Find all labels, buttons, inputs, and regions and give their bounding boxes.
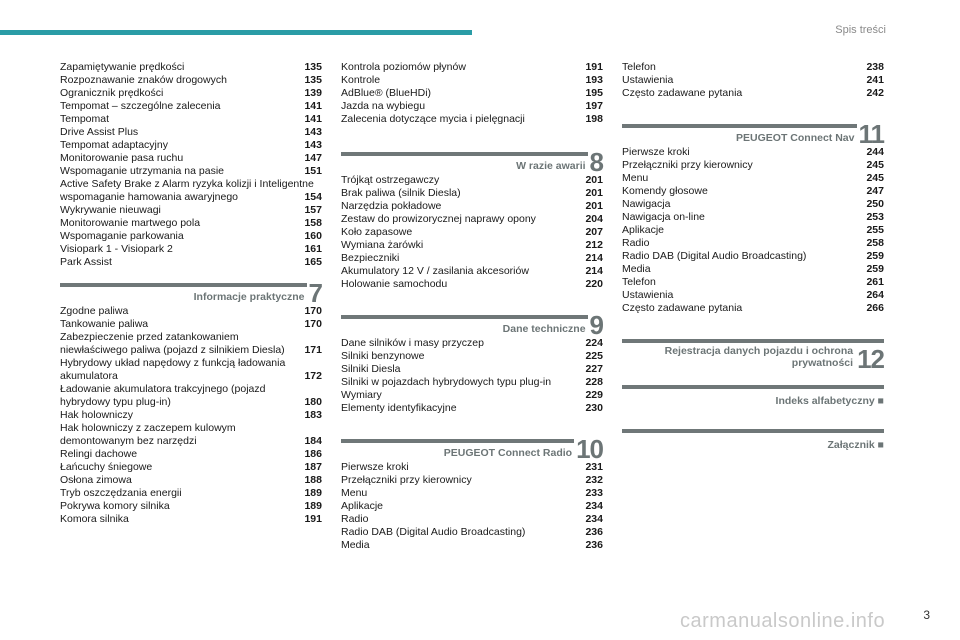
toc-entry[interactable] [60, 331, 322, 344]
toc-entry[interactable] [622, 250, 884, 263]
toc-entry[interactable] [341, 539, 603, 552]
toc-entry[interactable] [622, 263, 884, 276]
toc-entry-page: 250 [866, 198, 884, 210]
toc-entry-page: 264 [866, 289, 884, 301]
toc-entry-page: 170 [304, 305, 322, 317]
toc-entry-page: 143 [304, 139, 322, 151]
toc-entry[interactable] [622, 185, 884, 198]
toc-entry[interactable] [60, 357, 322, 370]
toc-entry-page: 244 [866, 146, 884, 158]
toc-entry[interactable] [341, 87, 603, 100]
toc-entry-label: Ustawienia [622, 74, 674, 86]
toc-entry[interactable] [60, 396, 322, 409]
toc-entry-label: Koło zapasowe [341, 226, 413, 238]
toc-entry-page: 143 [304, 126, 322, 138]
toc-entry-page: 184 [304, 435, 322, 447]
toc-entry-label: wspomaganie hamowania awaryjnego [60, 191, 239, 203]
toc-entry[interactable] [60, 152, 322, 165]
toc-entry-page: 139 [304, 87, 322, 99]
toc-entry-label: Radio [341, 513, 369, 525]
toc-entry-label: Kontrola poziomów płynów [341, 61, 466, 73]
toc-entry-page: 165 [304, 256, 322, 268]
toc-entry-page: 198 [585, 113, 603, 125]
toc-entry[interactable] [60, 139, 322, 152]
toc-entry[interactable] [60, 230, 322, 243]
toc-entry-page: 151 [304, 165, 322, 177]
toc-entry-page: 233 [585, 487, 603, 499]
toc-entry-page: 186 [304, 448, 322, 460]
toc-entry[interactable] [341, 239, 603, 252]
toc-entry-label: Przełączniki przy kierownicy [622, 159, 753, 171]
toc-entry[interactable] [341, 350, 603, 363]
toc-entry[interactable] [60, 165, 322, 178]
toc-entry-page: 255 [866, 224, 884, 236]
toc-entry[interactable] [60, 126, 322, 139]
toc-entry-label: Zabezpieczenie przed zatankowaniem [60, 331, 239, 343]
toc-entry-label: hybrydowy typu plug-in) [60, 396, 171, 408]
toc-entry-page: 197 [585, 100, 603, 112]
section-title: Informacje praktyczne [193, 291, 305, 303]
section-header-12 [622, 333, 884, 374]
toc-entry-label: Zapamiętywanie prędkości [60, 61, 185, 73]
toc-entry-page: 253 [866, 211, 884, 223]
toc-entry-label: Monitorowanie martwego pola [60, 217, 201, 229]
toc-entry[interactable] [622, 224, 884, 237]
toc-entry[interactable] [341, 487, 603, 500]
toc-entry-page: 171 [304, 344, 322, 356]
section-title: W razie awarii [516, 160, 586, 172]
toc-list [341, 461, 603, 552]
toc-entry-page: 234 [585, 500, 603, 512]
toc-entry-page: 189 [304, 487, 322, 499]
toc-entry-page: 229 [585, 389, 603, 401]
toc-entry[interactable] [60, 217, 322, 230]
toc-entry-page: 266 [866, 302, 884, 314]
toc-entry[interactable] [622, 211, 884, 224]
section-header-11 [622, 118, 884, 149]
toc-entry-label: Silniki Diesla [341, 363, 401, 375]
toc-entry[interactable] [60, 191, 322, 204]
toc-entry-label: Często zadawane pytania [622, 87, 743, 99]
section-number: 12 [857, 344, 884, 374]
toc-column-2 [341, 61, 603, 552]
toc-entry-page: 242 [866, 87, 884, 99]
index-link[interactable]: Indeks alfabetyczny ■ [775, 395, 884, 407]
toc-entry[interactable] [341, 213, 603, 226]
toc-entry-label: Ogranicznik prędkości [60, 87, 164, 99]
toc-list [622, 61, 884, 100]
toc-entry-label: Nawigacja on-line [622, 211, 705, 223]
toc-entry-label: Relingi dachowe [60, 448, 138, 460]
section-number: 8 [589, 147, 603, 177]
toc-entry[interactable] [60, 243, 322, 256]
toc-entry-label: Komora silnika [60, 513, 129, 525]
toc-entry[interactable] [622, 146, 884, 159]
watermark: carmanualsonline.info [680, 610, 886, 632]
toc-entry[interactable] [341, 265, 603, 278]
toc-entry-page: 160 [304, 230, 322, 242]
section-number: 7 [308, 278, 322, 308]
toc-entry-page: 259 [866, 250, 884, 262]
toc-entry-page: 259 [866, 263, 884, 275]
toc-entry[interactable] [60, 422, 322, 435]
toc-entry[interactable] [622, 276, 884, 289]
toc-entry-label: Jazda na wybiegu [341, 100, 426, 112]
section-number: 9 [589, 310, 603, 340]
toc-entry-page: 224 [585, 337, 603, 349]
toc-entry-label: Tryb oszczędzania energii [60, 487, 182, 499]
toc-entry[interactable] [60, 344, 322, 357]
toc-entry-page: 135 [304, 74, 322, 86]
toc-entry-label: niewłaściwego paliwa (pojazd z silnikiem Diesla) [60, 344, 285, 356]
toc-entry[interactable] [622, 198, 884, 211]
toc-entry[interactable] [341, 278, 603, 291]
toc-entry[interactable] [341, 389, 603, 402]
toc-entry-label: Park Assist [60, 256, 112, 268]
toc-entry[interactable] [60, 178, 322, 191]
toc-entry-page: 141 [304, 113, 322, 125]
toc-entry-label: Drive Assist Plus [60, 126, 139, 138]
toc-list [341, 174, 603, 291]
toc-entry-label: Tankowanie paliwa [60, 318, 149, 330]
section-number: 10 [576, 434, 603, 464]
toc-entry-label: Pierwsze kroki [622, 146, 690, 158]
toc-entry[interactable] [60, 513, 322, 526]
toc-entry-page: 241 [866, 74, 884, 86]
toc-entry-label: Zestaw do prowizorycznej naprawy opony [341, 213, 536, 225]
section-title: PEUGEOT Connect Nav [736, 132, 855, 144]
toc-entry-label: Bezpieczniki [341, 252, 400, 264]
toc-entry-page: 189 [304, 500, 322, 512]
toc-entry-page: 183 [304, 409, 322, 421]
toc-entry-label: Aplikacje [341, 500, 384, 512]
toc-entry-page: 258 [866, 237, 884, 249]
toc-entry-page: 201 [585, 174, 603, 186]
toc-entry-label: Hybrydowy układ napędowy z funkcją ładowania [60, 357, 286, 369]
toc-entry-label: Brak paliwa (silnik Diesla) [341, 187, 461, 199]
toc-entry[interactable] [341, 252, 603, 265]
toc-entry[interactable] [60, 435, 322, 448]
toc-entry-page: 158 [304, 217, 322, 229]
toc-entry-page: 230 [585, 402, 603, 414]
toc-entry-label: Wymiana żarówki [341, 239, 424, 251]
toc-entry-label: Tempomat – szczególne zalecenia [60, 100, 221, 112]
toc-entry-label: Elementy identyfikacyjne [341, 402, 457, 414]
toc-entry-label: Osłona zimowa [60, 474, 132, 486]
toc-entry-page: 225 [585, 350, 603, 362]
toc-entry-page: 180 [304, 396, 322, 408]
toc-entry[interactable] [60, 500, 322, 513]
appendix-section [622, 429, 884, 451]
toc-entry-page: 261 [866, 276, 884, 288]
toc-entry[interactable] [622, 172, 884, 185]
toc-entry-page: 201 [585, 187, 603, 199]
toc-entry[interactable] [60, 474, 322, 487]
toc-entry[interactable] [60, 100, 322, 113]
toc-entry-label: Tempomat [60, 113, 110, 125]
section-header-10 [341, 433, 603, 464]
appendix-link[interactable]: Załącznik ■ [827, 439, 884, 451]
toc-entry-label: Rozpoznawanie znaków drogowych [60, 74, 227, 86]
toc-entry-label: Akumulatory 12 V / zasilania akcesoriów [341, 265, 529, 277]
section-title: PEUGEOT Connect Radio [443, 447, 573, 459]
toc-entry-label: Holowanie samochodu [341, 278, 448, 290]
toc-entry-label: Pierwsze kroki [341, 461, 409, 473]
toc-entry-page: 247 [866, 185, 884, 197]
toc-entry-page: 207 [585, 226, 603, 238]
toc-entry-page: 191 [304, 513, 322, 525]
toc-entry-page: 236 [585, 526, 603, 538]
toc-entry[interactable] [60, 87, 322, 100]
toc-entry-page: 187 [304, 461, 322, 473]
toc-entry[interactable] [341, 226, 603, 239]
toc-entry-label: Radio DAB (Digital Audio Broadcasting) [341, 526, 526, 538]
toc-column-3 [622, 61, 884, 451]
toc-entry-label: Radio [622, 237, 650, 249]
toc-entry-page: 204 [585, 213, 603, 225]
toc-entry[interactable] [622, 237, 884, 250]
section-header-9 [341, 309, 603, 340]
toc-entry-page: 245 [866, 172, 884, 184]
toc-entry-label: Przełączniki przy kierownicy [341, 474, 472, 486]
toc-entry-label: Radio DAB (Digital Audio Broadcasting) [622, 250, 807, 262]
toc-entry-page: 231 [585, 461, 603, 473]
toc-entry-label: Aplikacje [622, 224, 665, 236]
toc-entry-page: 135 [304, 61, 322, 73]
toc-entry-label: Hak holowniczy [60, 409, 133, 421]
toc-entry-label: akumulatora [60, 370, 118, 382]
toc-entry-label: AdBlue® (BlueHDi) [341, 87, 432, 99]
section-title: Dane techniczne [502, 323, 586, 335]
section-divider [622, 385, 884, 389]
toc-entry-label: Komendy głosowe [622, 185, 708, 197]
toc-entry[interactable] [622, 289, 884, 302]
toc-entry[interactable] [341, 337, 603, 350]
toc-entry[interactable] [622, 159, 884, 172]
toc-entry-page: 170 [304, 318, 322, 330]
toc-entry-page: 161 [304, 243, 322, 255]
toc-entry[interactable] [60, 256, 322, 269]
toc-entry-page: 238 [866, 61, 884, 73]
toc-entry-label: Łańcuchy śniegowe [60, 461, 153, 473]
toc-entry-page: 193 [585, 74, 603, 86]
toc-entry-label: Media [622, 263, 651, 275]
toc-entry[interactable] [60, 305, 322, 318]
toc-entry[interactable] [341, 500, 603, 513]
toc-entry-label: Ładowanie akumulatora trakcyjnego (pojazd [60, 383, 266, 395]
toc-entry[interactable] [341, 526, 603, 539]
toc-entry-label: Visiopark 1 - Visiopark 2 [60, 243, 173, 255]
toc-entry-label: Wspomaganie parkowania [60, 230, 184, 242]
section-title-line-1: Rejestracja danych pojazdu i ochrona [664, 345, 854, 357]
toc-entry-label: Kontrole [341, 74, 381, 86]
toc-entry[interactable] [341, 402, 603, 415]
section-title [665, 345, 855, 369]
toc-entry-label: Telefon [622, 61, 656, 73]
toc-entry-label: Zalecenia dotyczące mycia i pielęgnacji [341, 113, 525, 125]
toc-entry[interactable] [341, 376, 603, 389]
toc-entry[interactable] [622, 61, 884, 74]
toc-entry-label: Często zadawane pytania [622, 302, 743, 314]
toc-entry-label: Dane silników i masy przyczep [341, 337, 484, 349]
toc-entry[interactable] [622, 74, 884, 87]
toc-entry-page: 228 [585, 376, 603, 388]
toc-entry-page: 220 [585, 278, 603, 290]
toc-entry[interactable] [60, 204, 322, 217]
toc-entry-label: Ustawienia [622, 289, 674, 301]
section-header-7 [60, 277, 322, 308]
toc-entry[interactable] [341, 200, 603, 213]
toc-entry[interactable] [60, 61, 322, 74]
toc-entry-page: 245 [866, 159, 884, 171]
toc-entry[interactable] [60, 74, 322, 87]
section-header-8 [341, 146, 603, 177]
toc-entry[interactable] [341, 113, 603, 126]
index-section [622, 385, 884, 407]
toc-entry[interactable] [60, 448, 322, 461]
toc-entry-page: 172 [304, 370, 322, 382]
toc-list [341, 337, 603, 415]
toc-entry-page: 214 [585, 265, 603, 277]
toc-entry-label: demontowanym bez narzędzi [60, 435, 197, 447]
toc-entry-page: 214 [585, 252, 603, 264]
toc-list [341, 61, 603, 126]
toc-entry-page: 191 [585, 61, 603, 73]
toc-entry-label: Tempomat adaptacyjny [60, 139, 168, 151]
toc-entry-page: 201 [585, 200, 603, 212]
toc-entry-page: 212 [585, 239, 603, 251]
top-accent-bar [0, 30, 472, 35]
toc-entry[interactable] [60, 113, 322, 126]
toc-entry-label: Monitorowanie pasa ruchu [60, 152, 184, 164]
toc-entry-page: 141 [304, 100, 322, 112]
toc-entry[interactable] [622, 87, 884, 100]
section-divider [622, 429, 884, 433]
toc-entry-page: 195 [585, 87, 603, 99]
toc-entry-label: Narzędzia pokładowe [341, 200, 442, 212]
toc-entry[interactable] [60, 318, 322, 331]
toc-entry[interactable] [341, 187, 603, 200]
toc-entry-page: 236 [585, 539, 603, 551]
toc-entry-label: Wymiary [341, 389, 382, 401]
toc-entry-label: Menu [622, 172, 649, 184]
section-number: 11 [858, 119, 884, 149]
toc-entry-page: 154 [304, 191, 322, 203]
toc-entry[interactable] [341, 100, 603, 113]
page-number: 3 [923, 608, 930, 622]
toc-entry[interactable] [341, 461, 603, 474]
toc-entry[interactable] [341, 363, 603, 376]
toc-entry-label: Wspomaganie utrzymania na pasie [60, 165, 225, 177]
toc-entry-page: 234 [585, 513, 603, 525]
toc-list [622, 146, 884, 315]
toc-entry-page: 232 [585, 474, 603, 486]
toc-entry[interactable] [60, 461, 322, 474]
toc-entry[interactable] [60, 409, 322, 422]
toc-entry-label: Menu [341, 487, 368, 499]
toc-entry[interactable] [60, 487, 322, 500]
toc-entry-label: Wykrywanie nieuwagi [60, 204, 161, 216]
toc-entry-label: Pokrywa komory silnika [60, 500, 170, 512]
toc-list [60, 61, 322, 269]
toc-entry[interactable] [60, 383, 322, 396]
toc-entry-label: Nawigacja [622, 198, 671, 210]
toc-entry[interactable] [341, 513, 603, 526]
toc-entry-page: 157 [304, 204, 322, 216]
toc-entry-label: Active Safety Brake z Alarm ryzyka kolizji i Inteligentne [60, 178, 314, 190]
section-title-line-2: prywatności [791, 357, 854, 369]
toc-entry-label: Zgodne paliwa [60, 305, 129, 317]
toc-entry[interactable] [60, 370, 322, 383]
toc-entry[interactable] [622, 302, 884, 315]
toc-entry-label: Silniki w pojazdach hybrydowych typu plug-in [341, 376, 552, 388]
toc-entry-label: Hak holowniczy z zaczepem kulowym [60, 422, 236, 434]
toc-entry-page: 227 [585, 363, 603, 375]
toc-entry[interactable] [341, 74, 603, 87]
toc-entry-label: Telefon [622, 276, 656, 288]
page-header-title: Spis treści [835, 24, 886, 36]
toc-entry-page: 147 [304, 152, 322, 164]
toc-column-1 [60, 61, 322, 526]
toc-entry-page: 188 [304, 474, 322, 486]
toc-list [60, 305, 322, 526]
toc-entry[interactable] [341, 474, 603, 487]
toc-entry[interactable] [341, 61, 603, 74]
toc-entry-label: Silniki benzynowe [341, 350, 425, 362]
toc-entry-label: Media [341, 539, 370, 551]
toc-entry-label: Trójkąt ostrzegawczy [341, 174, 440, 186]
toc-entry[interactable] [341, 174, 603, 187]
